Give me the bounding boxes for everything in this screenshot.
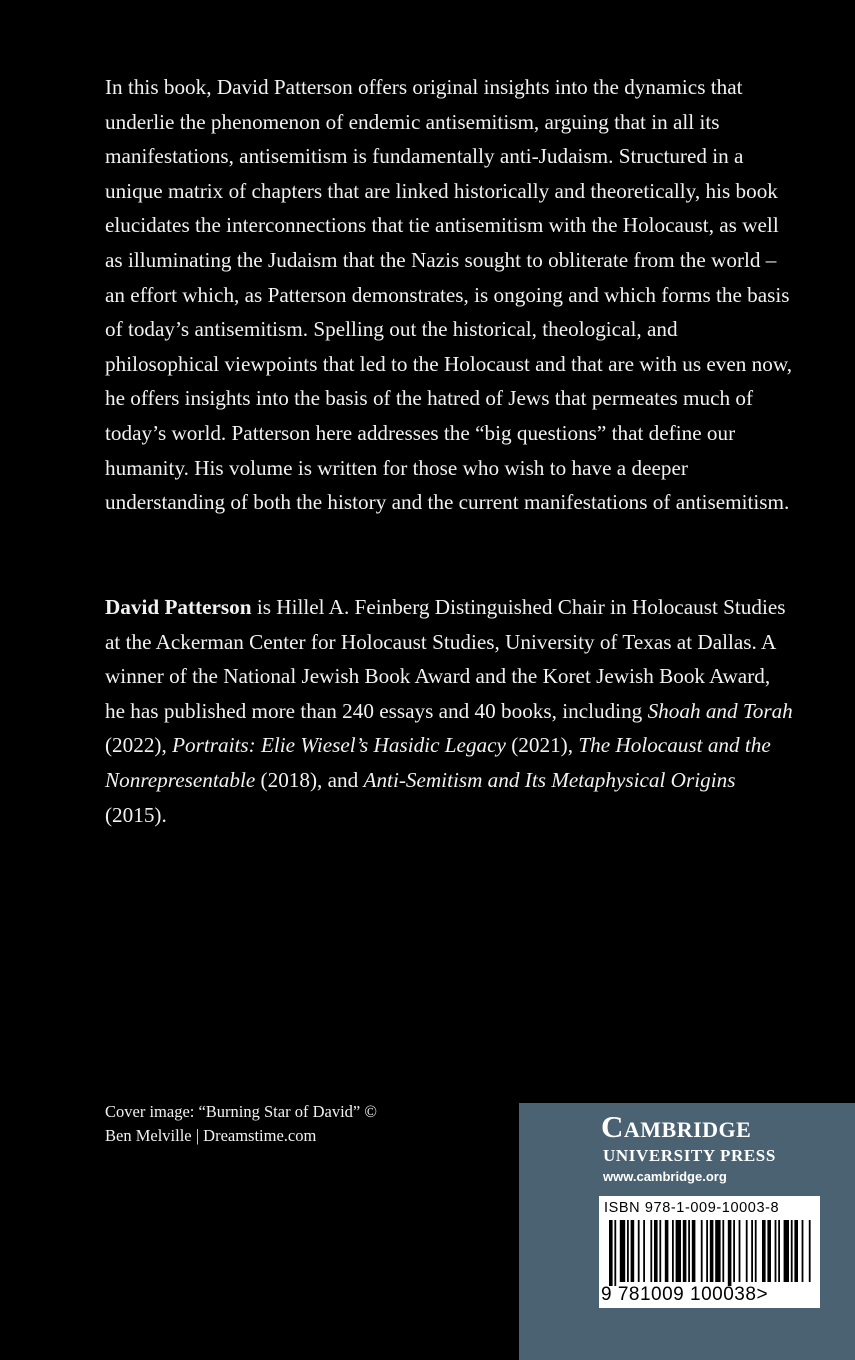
- isbn-label: ISBN 978-1-009-10003-8: [604, 1200, 780, 1216]
- barcode-bar: [620, 1220, 625, 1282]
- bio-text: (2018), and: [255, 767, 364, 792]
- barcode-bar: [614, 1220, 616, 1286]
- credit-line: Cover image: “Burning Star of David” ©: [105, 1102, 377, 1121]
- barcode-bar: [751, 1220, 753, 1282]
- barcode-bar: [762, 1220, 766, 1282]
- barcode-bar: [688, 1220, 690, 1282]
- barcode-bar: [784, 1220, 789, 1282]
- barcode-bar: [722, 1220, 724, 1282]
- barcode-bar: [638, 1220, 640, 1282]
- barcode-bar: [767, 1220, 771, 1282]
- barcode-bar: [654, 1220, 658, 1282]
- bio-text: (2022),: [105, 733, 173, 758]
- book-title: Portraits: Elie Wiesel’s Hasidic Legacy: [172, 733, 506, 758]
- barcode-bar: [665, 1220, 669, 1282]
- barcode-bar: [775, 1220, 777, 1282]
- barcode-bar: [809, 1220, 811, 1282]
- ean-digits: [601, 1284, 823, 1306]
- author-name: David Patterson: [105, 595, 252, 619]
- barcode-bar: [692, 1220, 696, 1282]
- bio-text: (2021),: [505, 733, 579, 758]
- barcode-bar: [650, 1220, 652, 1282]
- barcode-bar: [778, 1220, 780, 1282]
- author-bio: [105, 590, 795, 832]
- barcode-bar: [672, 1220, 674, 1282]
- book-title: Anti-Semitism and Its Metaphysical Origins: [363, 767, 736, 792]
- barcode-bar: [683, 1220, 687, 1282]
- barcode-bar: [791, 1220, 793, 1282]
- barcode-bar: [627, 1220, 629, 1282]
- book-title: Shoah and Torah: [647, 698, 793, 723]
- barcode-bar: [710, 1220, 714, 1282]
- barcode-bar: [715, 1220, 720, 1282]
- barcode-bar: [609, 1220, 613, 1286]
- barcode-bar: [794, 1220, 798, 1282]
- barcode-bar: [746, 1220, 748, 1282]
- ean-arrow: >: [756, 1284, 769, 1305]
- barcode-bar: [631, 1220, 635, 1282]
- ean-number: 9 781009 100038: [601, 1284, 757, 1305]
- book-title: The Holocaust and the Nonrepresentable: [105, 733, 771, 792]
- barcode-bar: [659, 1220, 661, 1282]
- barcode-bar: [733, 1220, 735, 1282]
- barcode-bar: [676, 1220, 681, 1282]
- cover-image-credit: [105, 1100, 465, 1148]
- barcode-bar: [739, 1220, 741, 1282]
- book-description: In this book, David Patterson offers original insights into the dynamics that underlie the phenomenon of endemic antisemitism, arguing that in all its manifestations, antisemitism is fundamentally anti-Judaism. Structured in a unique matrix of chapters that are linked historically and theoretically, his book elucidates the interconnections that tie antisemitism with the Holocaust, as well as illuminating the Judaism that the Nazis sought to obliterate from the world – an effort which, as Patterson demonstrates, is ongoing and which forms the basis of today’s antisemitism. Spelling out the historical, theological, and philosophical viewpoints that led to the Holocaust and that are with us even now, he offers insights into the basis of the hatred of Jews that permeates much of today’s world. Patterson here addresses the “big questions” that define our humanity. His volume is written for those who wish to have a deeper understanding of both the history and the current manifestations of antisemitism.: [105, 75, 793, 515]
- barcode-bars: [599, 1218, 820, 1288]
- publisher-subtitle: UNIVERSITY PRESS: [603, 1146, 776, 1165]
- credit-line: Ben Melville | Dreamstime.com: [105, 1126, 317, 1145]
- barcode-bar: [701, 1220, 703, 1282]
- barcode-bar: [706, 1220, 708, 1282]
- publisher-url: www.cambridge.org: [603, 1169, 727, 1184]
- barcode-bar: [643, 1220, 645, 1282]
- publisher-logo: Cambridge: [601, 1109, 752, 1144]
- bio-text: (2015).: [105, 802, 167, 827]
- barcode-bar: [755, 1220, 757, 1282]
- bio-text: is Hillel A. Feinberg Distinguished Chair in Holocaust Studies at the Ackerman Center for Holocaust Studies, University of Texas at Dallas. A winner of the National Jewish Book Award and the Koret Jewish Book Award, he has published more than 240 essays and 40 books, including: [105, 595, 786, 723]
- barcode-bar: [728, 1220, 732, 1286]
- barcode-bar: [802, 1220, 804, 1282]
